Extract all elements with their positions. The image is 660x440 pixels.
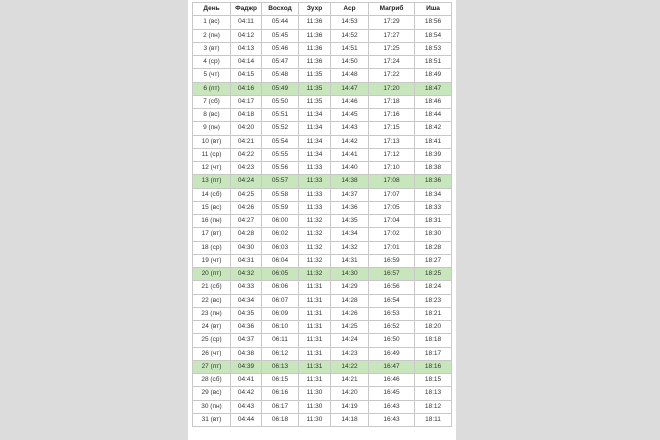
cell-fajr: 04:36 — [231, 321, 262, 334]
table-row — [193, 307, 452, 320]
cell-isha: 18:34 — [415, 188, 452, 201]
cell-sunrise: 06:16 — [262, 387, 299, 400]
cell-dhuhr: 11:36 — [299, 56, 331, 69]
cell-dhuhr: 11:31 — [299, 347, 331, 360]
cell-day: 31 (вт) — [193, 413, 231, 426]
cell-maghrib: 17:07 — [369, 188, 415, 201]
cell-maghrib: 16:57 — [369, 268, 415, 281]
cell-isha: 18:15 — [415, 374, 452, 387]
cell-maghrib: 16:59 — [369, 254, 415, 267]
header-asr: Аср — [331, 3, 369, 16]
cell-maghrib: 17:25 — [369, 42, 415, 55]
cell-dhuhr: 11:32 — [299, 241, 331, 254]
cell-isha: 18:18 — [415, 334, 452, 347]
cell-maghrib: 17:05 — [369, 201, 415, 214]
cell-sunrise: 06:11 — [262, 334, 299, 347]
cell-sunrise: 05:46 — [262, 42, 299, 55]
cell-maghrib: 17:22 — [369, 69, 415, 82]
cell-dhuhr: 11:32 — [299, 254, 331, 267]
cell-dhuhr: 11:35 — [299, 95, 331, 108]
cell-sunrise: 05:50 — [262, 95, 299, 108]
table-row — [193, 360, 452, 373]
cell-dhuhr: 11:31 — [299, 281, 331, 294]
table-row — [193, 321, 452, 334]
cell-fajr: 04:24 — [231, 175, 262, 188]
cell-day: 14 (сб) — [193, 188, 231, 201]
cell-isha: 18:44 — [415, 109, 452, 122]
cell-fajr: 04:27 — [231, 215, 262, 228]
table-row — [193, 294, 452, 307]
cell-day: 18 (ср) — [193, 241, 231, 254]
cell-day: 22 (вс) — [193, 294, 231, 307]
cell-isha: 18:47 — [415, 82, 452, 95]
cell-maghrib: 16:43 — [369, 413, 415, 426]
table-row — [193, 413, 452, 426]
table-row — [193, 400, 452, 413]
table-row — [193, 82, 452, 95]
cell-maghrib: 17:20 — [369, 82, 415, 95]
cell-asr: 14:34 — [331, 228, 369, 241]
cell-maghrib: 17:08 — [369, 175, 415, 188]
cell-dhuhr: 11:31 — [299, 334, 331, 347]
cell-dhuhr: 11:33 — [299, 188, 331, 201]
cell-day: 6 (пт) — [193, 82, 231, 95]
table-row — [193, 29, 452, 42]
cell-isha: 18:49 — [415, 69, 452, 82]
header-maghrib: Магриб — [369, 3, 415, 16]
cell-dhuhr: 11:33 — [299, 162, 331, 175]
cell-dhuhr: 11:36 — [299, 16, 331, 29]
cell-fajr: 04:11 — [231, 16, 262, 29]
cell-isha: 18:20 — [415, 321, 452, 334]
cell-maghrib: 16:46 — [369, 374, 415, 387]
cell-asr: 14:26 — [331, 307, 369, 320]
table-row — [193, 175, 452, 188]
cell-asr: 14:42 — [331, 135, 369, 148]
cell-asr: 14:47 — [331, 82, 369, 95]
cell-maghrib: 17:27 — [369, 29, 415, 42]
table-row — [193, 281, 452, 294]
table-row — [193, 387, 452, 400]
cell-isha: 18:13 — [415, 387, 452, 400]
cell-fajr: 04:28 — [231, 228, 262, 241]
cell-dhuhr: 11:31 — [299, 307, 331, 320]
cell-isha: 18:31 — [415, 215, 452, 228]
cell-dhuhr: 11:34 — [299, 135, 331, 148]
cell-fajr: 04:33 — [231, 281, 262, 294]
cell-day: 29 (вс) — [193, 387, 231, 400]
table-row — [193, 56, 452, 69]
cell-isha: 18:17 — [415, 347, 452, 360]
cell-asr: 14:38 — [331, 175, 369, 188]
table-body — [193, 16, 452, 427]
cell-isha: 18:24 — [415, 281, 452, 294]
cell-day: 4 (ср) — [193, 56, 231, 69]
cell-maghrib: 17:13 — [369, 135, 415, 148]
cell-day: 30 (пн) — [193, 400, 231, 413]
cell-maghrib: 16:52 — [369, 321, 415, 334]
cell-fajr: 04:25 — [231, 188, 262, 201]
cell-asr: 14:28 — [331, 294, 369, 307]
cell-sunrise: 06:02 — [262, 228, 299, 241]
cell-maghrib: 16:49 — [369, 347, 415, 360]
cell-fajr: 04:31 — [231, 254, 262, 267]
cell-sunrise: 06:18 — [262, 413, 299, 426]
cell-fajr: 04:35 — [231, 307, 262, 320]
cell-asr: 14:29 — [331, 281, 369, 294]
cell-dhuhr: 11:30 — [299, 387, 331, 400]
cell-maghrib: 16:54 — [369, 294, 415, 307]
header-isha: Иша — [415, 3, 452, 16]
table-row — [193, 188, 452, 201]
cell-day: 3 (вт) — [193, 42, 231, 55]
table-row — [193, 162, 452, 175]
cell-day: 10 (вт) — [193, 135, 231, 148]
cell-maghrib: 16:56 — [369, 281, 415, 294]
cell-day: 13 (пт) — [193, 175, 231, 188]
cell-sunrise: 05:54 — [262, 135, 299, 148]
cell-dhuhr: 11:35 — [299, 69, 331, 82]
cell-sunrise: 06:13 — [262, 360, 299, 373]
cell-maghrib: 17:04 — [369, 215, 415, 228]
cell-isha: 18:30 — [415, 228, 452, 241]
cell-fajr: 04:39 — [231, 360, 262, 373]
cell-isha: 18:53 — [415, 42, 452, 55]
cell-dhuhr: 11:31 — [299, 294, 331, 307]
cell-asr: 14:51 — [331, 42, 369, 55]
cell-isha: 18:21 — [415, 307, 452, 320]
cell-asr: 14:37 — [331, 188, 369, 201]
table-row — [193, 148, 452, 161]
cell-isha: 18:11 — [415, 413, 452, 426]
cell-dhuhr: 11:31 — [299, 374, 331, 387]
cell-asr: 14:41 — [331, 148, 369, 161]
cell-isha: 18:42 — [415, 122, 452, 135]
header-sunrise: Восход — [262, 3, 299, 16]
cell-sunrise: 06:10 — [262, 321, 299, 334]
cell-dhuhr: 11:31 — [299, 360, 331, 373]
table-row — [193, 374, 452, 387]
cell-maghrib: 16:50 — [369, 334, 415, 347]
cell-maghrib: 17:12 — [369, 148, 415, 161]
cell-day: 16 (пн) — [193, 215, 231, 228]
cell-dhuhr: 11:36 — [299, 42, 331, 55]
cell-dhuhr: 11:34 — [299, 148, 331, 161]
cell-asr: 14:45 — [331, 109, 369, 122]
table-row — [193, 95, 452, 108]
cell-fajr: 04:18 — [231, 109, 262, 122]
cell-dhuhr: 11:33 — [299, 201, 331, 214]
cell-sunrise: 05:56 — [262, 162, 299, 175]
cell-fajr: 04:12 — [231, 29, 262, 42]
cell-day: 5 (чт) — [193, 69, 231, 82]
cell-fajr: 04:41 — [231, 374, 262, 387]
cell-fajr: 04:37 — [231, 334, 262, 347]
cell-sunrise: 05:52 — [262, 122, 299, 135]
cell-fajr: 04:20 — [231, 122, 262, 135]
cell-sunrise: 05:49 — [262, 82, 299, 95]
table-row — [193, 201, 452, 214]
cell-isha: 18:16 — [415, 360, 452, 373]
cell-asr: 14:52 — [331, 29, 369, 42]
cell-day: 20 (пт) — [193, 268, 231, 281]
cell-asr: 14:21 — [331, 374, 369, 387]
table-row — [193, 347, 452, 360]
cell-fajr: 04:32 — [231, 268, 262, 281]
header-dhuhr: Зухр — [299, 3, 331, 16]
cell-day: 11 (ср) — [193, 148, 231, 161]
cell-sunrise: 05:47 — [262, 56, 299, 69]
cell-sunrise: 06:07 — [262, 294, 299, 307]
cell-day: 19 (чт) — [193, 254, 231, 267]
cell-dhuhr: 11:36 — [299, 29, 331, 42]
cell-fajr: 04:21 — [231, 135, 262, 148]
cell-sunrise: 05:57 — [262, 175, 299, 188]
cell-day: 26 (чт) — [193, 347, 231, 360]
cell-dhuhr: 11:30 — [299, 413, 331, 426]
cell-maghrib: 17:16 — [369, 109, 415, 122]
cell-asr: 14:25 — [331, 321, 369, 334]
cell-maghrib: 16:53 — [369, 307, 415, 320]
cell-maghrib: 17:10 — [369, 162, 415, 175]
cell-fajr: 04:30 — [231, 241, 262, 254]
cell-maghrib: 17:15 — [369, 122, 415, 135]
cell-dhuhr: 11:30 — [299, 400, 331, 413]
cell-asr: 14:53 — [331, 16, 369, 29]
cell-asr: 14:40 — [331, 162, 369, 175]
cell-isha: 18:12 — [415, 400, 452, 413]
cell-sunrise: 05:59 — [262, 201, 299, 214]
cell-day: 25 (ср) — [193, 334, 231, 347]
cell-day: 21 (сб) — [193, 281, 231, 294]
cell-asr: 14:24 — [331, 334, 369, 347]
table-row — [193, 135, 452, 148]
cell-isha: 18:54 — [415, 29, 452, 42]
cell-sunrise: 06:15 — [262, 374, 299, 387]
cell-maghrib: 16:47 — [369, 360, 415, 373]
cell-maghrib: 17:24 — [369, 56, 415, 69]
cell-asr: 14:46 — [331, 95, 369, 108]
cell-sunrise: 05:58 — [262, 188, 299, 201]
cell-day: 28 (сб) — [193, 374, 231, 387]
cell-isha: 18:38 — [415, 162, 452, 175]
cell-asr: 14:43 — [331, 122, 369, 135]
cell-isha: 18:28 — [415, 241, 452, 254]
cell-sunrise: 06:03 — [262, 241, 299, 254]
cell-maghrib: 17:02 — [369, 228, 415, 241]
cell-isha: 18:46 — [415, 95, 452, 108]
cell-isha: 18:39 — [415, 148, 452, 161]
cell-fajr: 04:44 — [231, 413, 262, 426]
cell-day: 1 (вс) — [193, 16, 231, 29]
table-header-row — [193, 3, 452, 16]
cell-sunrise: 06:17 — [262, 400, 299, 413]
cell-sunrise: 06:12 — [262, 347, 299, 360]
cell-asr: 14:30 — [331, 268, 369, 281]
cell-day: 12 (чт) — [193, 162, 231, 175]
table-row — [193, 215, 452, 228]
cell-fajr: 04:15 — [231, 69, 262, 82]
table-row — [193, 122, 452, 135]
cell-maghrib: 17:18 — [369, 95, 415, 108]
table-row — [193, 241, 452, 254]
table-row — [193, 228, 452, 241]
cell-sunrise: 06:09 — [262, 307, 299, 320]
cell-sunrise: 05:45 — [262, 29, 299, 42]
cell-sunrise: 06:05 — [262, 268, 299, 281]
cell-dhuhr: 11:34 — [299, 122, 331, 135]
cell-sunrise: 06:00 — [262, 215, 299, 228]
header-fajr: Фаджр — [231, 3, 262, 16]
cell-day: 9 (пн) — [193, 122, 231, 135]
table-row — [193, 268, 452, 281]
cell-sunrise: 06:06 — [262, 281, 299, 294]
cell-asr: 14:23 — [331, 347, 369, 360]
cell-sunrise: 05:51 — [262, 109, 299, 122]
table-row — [193, 109, 452, 122]
cell-dhuhr: 11:34 — [299, 109, 331, 122]
cell-asr: 14:50 — [331, 56, 369, 69]
cell-asr: 14:18 — [331, 413, 369, 426]
cell-maghrib: 16:45 — [369, 387, 415, 400]
cell-maghrib: 17:29 — [369, 16, 415, 29]
cell-fajr: 04:42 — [231, 387, 262, 400]
table-row — [193, 254, 452, 267]
table-row — [193, 16, 452, 29]
cell-dhuhr: 11:31 — [299, 321, 331, 334]
cell-fajr: 04:23 — [231, 162, 262, 175]
cell-fajr: 04:14 — [231, 56, 262, 69]
cell-asr: 14:36 — [331, 201, 369, 214]
cell-fajr: 04:13 — [231, 42, 262, 55]
cell-dhuhr: 11:32 — [299, 268, 331, 281]
cell-fajr: 04:17 — [231, 95, 262, 108]
cell-day: 15 (вс) — [193, 201, 231, 214]
prayer-times-table — [192, 2, 452, 427]
cell-sunrise: 05:48 — [262, 69, 299, 82]
cell-maghrib: 16:43 — [369, 400, 415, 413]
cell-isha: 18:23 — [415, 294, 452, 307]
cell-isha: 18:41 — [415, 135, 452, 148]
cell-isha: 18:36 — [415, 175, 452, 188]
cell-asr: 14:48 — [331, 69, 369, 82]
cell-dhuhr: 11:32 — [299, 215, 331, 228]
cell-asr: 14:20 — [331, 387, 369, 400]
cell-isha: 18:27 — [415, 254, 452, 267]
cell-asr: 14:35 — [331, 215, 369, 228]
cell-asr: 14:32 — [331, 241, 369, 254]
cell-fajr: 04:38 — [231, 347, 262, 360]
cell-isha: 18:56 — [415, 16, 452, 29]
cell-day: 2 (пн) — [193, 29, 231, 42]
table-row — [193, 69, 452, 82]
cell-day: 7 (сб) — [193, 95, 231, 108]
cell-fajr: 04:16 — [231, 82, 262, 95]
table-row — [193, 334, 452, 347]
cell-asr: 14:31 — [331, 254, 369, 267]
cell-dhuhr: 11:32 — [299, 228, 331, 241]
cell-fajr: 04:34 — [231, 294, 262, 307]
cell-fajr: 04:26 — [231, 201, 262, 214]
cell-asr: 14:19 — [331, 400, 369, 413]
cell-day: 24 (вт) — [193, 321, 231, 334]
cell-day: 27 (пт) — [193, 360, 231, 373]
cell-dhuhr: 11:35 — [299, 82, 331, 95]
cell-isha: 18:25 — [415, 268, 452, 281]
cell-day: 23 (пн) — [193, 307, 231, 320]
cell-sunrise: 05:55 — [262, 148, 299, 161]
table-row — [193, 42, 452, 55]
cell-sunrise: 06:04 — [262, 254, 299, 267]
header-day: День — [193, 3, 231, 16]
cell-day: 17 (вт) — [193, 228, 231, 241]
cell-fajr: 04:22 — [231, 148, 262, 161]
cell-isha: 18:51 — [415, 56, 452, 69]
cell-asr: 14:22 — [331, 360, 369, 373]
cell-maghrib: 17:01 — [369, 241, 415, 254]
cell-fajr: 04:43 — [231, 400, 262, 413]
cell-dhuhr: 11:33 — [299, 175, 331, 188]
document-page — [188, 0, 456, 440]
cell-day: 8 (вс) — [193, 109, 231, 122]
cell-isha: 18:33 — [415, 201, 452, 214]
cell-sunrise: 05:44 — [262, 16, 299, 29]
